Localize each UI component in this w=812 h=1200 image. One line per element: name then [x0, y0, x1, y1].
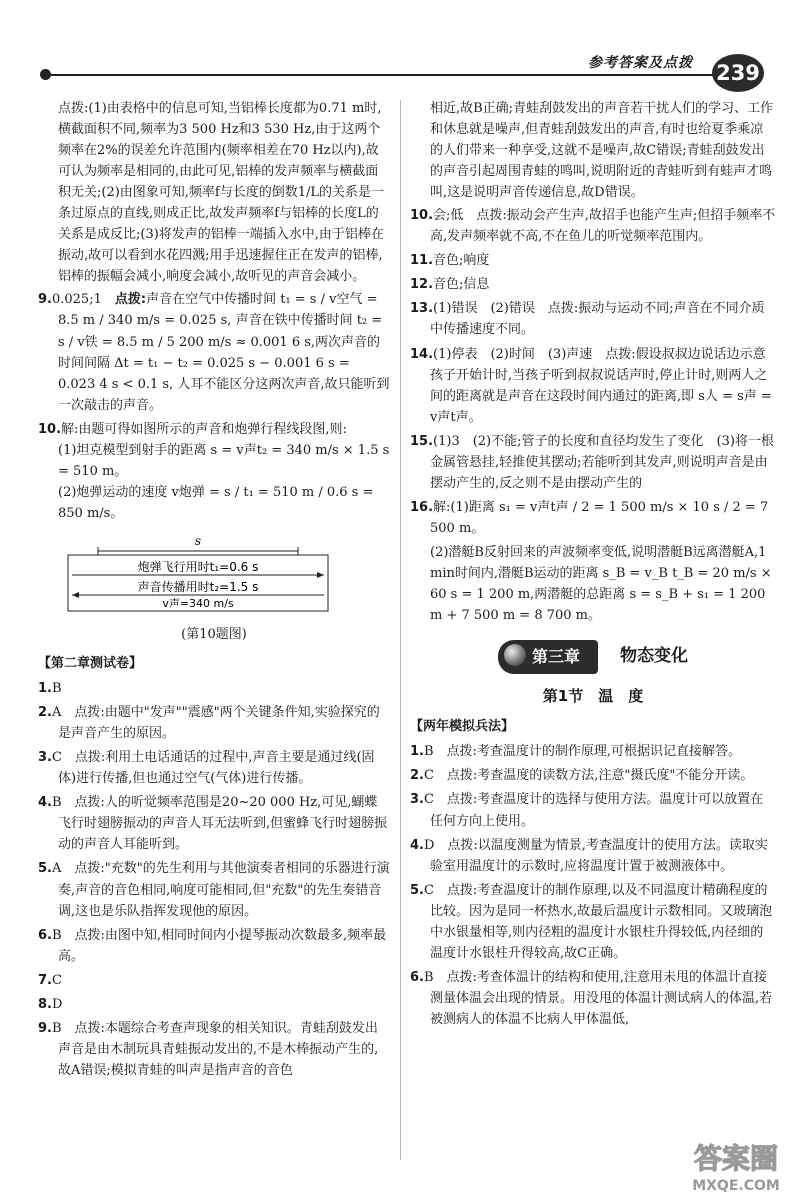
item-text: (1)3 (2)不能;管子的长度和直径均发生了变化 (3)将一根金属管悬挂,轻推使其摆动;若能听到其发声,则说明声音是由摆动产生的,反之则不是由摆动产生的 — [430, 433, 774, 491]
item-number: 2. — [38, 705, 52, 721]
q9-line1: 声音在空气中传播时间 t₁ = s / v空气 = 8.5 m / 340 m/s = 0.025 s, — [58, 292, 378, 329]
diagram-row2: 声音传播用时t₂=1.5 s — [137, 579, 259, 594]
list-item — [38, 994, 390, 1015]
item-text: 会;低 点拨:振动会产生声,故招手也能产生声;但招手频率不高,发声频率就不高,不在鱼儿的听觉频率范围内。 — [430, 208, 776, 245]
diagram-row1: 炮弹飞行用时t₁=0.6 s — [137, 559, 259, 574]
list-item — [410, 789, 776, 831]
q10-head: 解:由题可得如图所示的声音和炮弹行程线段图,则: — [61, 421, 347, 437]
item-number: 3. — [410, 792, 424, 808]
q10-line2: (2)炮弹运动的速度 v炮弹 = s / t₁ = 510 m / 0.6 s = 850 m/s。 — [58, 484, 374, 521]
q9-continuation: 相近,故B正确;青蛙刮鼓发出的声音若干扰人们的学习、工作和休息就是噪声,但青蛙刮鼓发出的声音,有时也给夏季乘凉的人们带来一种享受,这就不是噪声,故C错误;青蛙刮鼓发出的声音引起周围青蛙的鸣叫,说明附近的青蛙听到有蛙声才鸣叫,这是说明声音传递信息,故D错误。 — [430, 101, 774, 201]
item-text: C 点拨:考查温度计的制作原理,以及不同温度计精确程度的比较。因为是同一杯热水,故最后温度计示数相同。又玻璃泡中水银量相等,则内径粗的温度计水银柱升得较低,内径细的温度计水银柱升得较高,故C正确。 — [423, 882, 773, 961]
item-number: 10. — [410, 208, 434, 224]
list-item — [410, 741, 776, 762]
list-item — [410, 250, 776, 271]
item-text: B 点拨:人的听觉频率范围是20~20 000 Hz,可见,蝴蝶飞行时翅膀振动的声音人耳无法听到,但蜜蜂飞行时翅膀振动的声音人耳能听到。 — [51, 795, 388, 853]
item-number: 12. — [410, 277, 434, 293]
q10-line1: (1)坦克模型到射手的距离 s = v声t₂ = 340 m/s × 1.5 s = 510 m。 — [58, 442, 390, 479]
header-title: 参考答案及点拨 — [588, 55, 693, 71]
list-item — [410, 431, 776, 494]
q9-number: 9. — [38, 292, 52, 308]
q16-part2: (2)潜艇B反射回来的声波频率变低,说明潜艇B远离潜艇A,1 min时间内,潜艇B运动的距离 s_B = v_B t_B = 20 m/s × 60 s = 1 200 m,两潜艇的总距离 s = s_B + s₁ = 1 200 m + 7 500 m = 8 700 m。 — [430, 544, 772, 624]
right-column — [410, 98, 776, 1033]
item-number: 1. — [410, 744, 424, 760]
item-text: C 点拨:考查温度的读数方法,注意"摄氏度"不能分开读。 — [423, 768, 754, 784]
page-number: 239 — [712, 54, 764, 92]
item-number: 4. — [410, 837, 424, 853]
item-number: 6. — [410, 969, 424, 985]
item-text: B 点拨:由图中知,相同时间内小提琴振动次数最多,频率最高。 — [51, 927, 387, 964]
column-divider — [400, 100, 401, 1160]
list-item — [38, 702, 390, 744]
diagram-caption: (第10题图) — [181, 626, 247, 642]
q9 — [38, 289, 390, 415]
item-text: C — [51, 972, 62, 988]
list-item — [410, 967, 776, 1030]
list-item — [410, 344, 776, 428]
item-text: B 点拨:考查温度计的制作原理,可根据识记直接解答。 — [423, 744, 742, 760]
item-text: D — [51, 996, 63, 1012]
section-title: 第1节 温 度 — [542, 687, 644, 706]
list-item — [38, 858, 390, 921]
q10 — [38, 419, 390, 524]
item-text: 解:(1)距离 s₁ = v声t声 / 2 = 1 500 m/s × 10 s / 2 = 7 500 m。 — [430, 499, 769, 536]
item-number: 6. — [38, 927, 52, 943]
watermark-text: 答案圈 — [693, 1142, 779, 1175]
watermark-logo — [676, 1132, 796, 1196]
item-text: C 点拨:利用土电话通话的过程中,声音主要是通过线(固体)进行传播,但也通过空气(气体)进行传播。 — [51, 750, 375, 787]
q9-line2: 声音在铁中传播时间 t₂ = s / v铁 = 8.5 m / 5 200 m/s ≈ 0.001 6 s,两次声音的时间间隔 Δt = t₁ − t₂ = 0.025 s − 0.001 6 s = 0.023 4 s < 0.1 s, — [58, 313, 383, 392]
chapter-heading — [410, 640, 776, 674]
list-item — [38, 925, 390, 967]
q8-explanation: 点拨:(1)由表格中的信息可知,当铝棒长度都为0.71 m时,横截面积不同,频率为3 500 Hz和3 530 Hz,由于这两个频率在2%的误差允许范围内(频率相差在70 Hz以内),故可认为频率是相同的,由此可见,铝棒的发声频率与横截面积无关;(2)由图象可知,频率f与长度的倒数1/L的关系是一条过原点的直线,则成正比,故发声频率f与铝棒的长度L的关系是成反比;(3)将发声的铝棒一端插入水中,由于铝棒在振动,故可以看到水花四溅;用手迅速握住正在发声的铝棒,铝棒的振幅会减小,响度会减小,故听见的声音会减小。 — [58, 101, 385, 285]
item-number: 9. — [38, 1020, 52, 1036]
page-header — [0, 0, 812, 90]
chapter-badge — [498, 640, 598, 674]
item-text: (1)停表 (2)时间 (3)声速 点拨:假设叔叔边说话边示意孩子开始计时,当孩子听到叔叔说话声时,停止计时,则两人之间的距离就是声音在这段时间内通过的距离,即 s人 = s声 = v声t声。 — [430, 346, 772, 425]
item-number: 16. — [410, 499, 434, 515]
list-item — [38, 792, 390, 855]
list-item — [38, 970, 390, 991]
item-number: 3. — [38, 750, 52, 766]
item-number: 1. — [38, 681, 52, 697]
list-item — [38, 747, 390, 789]
item-number: 5. — [38, 861, 52, 877]
item-number: 13. — [410, 301, 434, 317]
item-number: 8. — [38, 996, 52, 1012]
section-label-chapter2-test: 【第二章测试卷】 — [38, 656, 143, 672]
chapter-title: 物态变化 — [620, 646, 688, 667]
list-item — [410, 880, 776, 964]
item-text: C 点拨:考查温度计的选择与使用方法。温度计可以放置在任何方向上使用。 — [423, 792, 764, 829]
item-number: 4. — [38, 795, 52, 811]
list-item — [410, 274, 776, 295]
item-number: 5. — [410, 882, 424, 898]
q9-answer: 0.025;1 — [51, 292, 102, 308]
item-number: 14. — [410, 346, 434, 362]
list-item — [38, 678, 390, 699]
list-item — [410, 298, 776, 340]
section-label-mock: 【两年模拟兵法】 — [410, 719, 515, 735]
watermark-url: MXQE.COM — [692, 1178, 780, 1194]
q9-tip-label: 点拨: — [114, 292, 147, 308]
item-text: 音色;响度 — [433, 253, 490, 269]
chapter-badge-label: 第三章 — [531, 647, 580, 667]
item-text: (1)错误 (2)错误 点拨:振动与运动不同;声音在不同介质中传播速度不同。 — [430, 301, 765, 338]
list-item — [410, 497, 776, 539]
globe-icon — [504, 644, 526, 666]
list-item — [410, 205, 776, 247]
item-text: A 点拨:"充数"的先生利用与其他演奏者相同的乐器进行演奏,声音的音色相同,响度可能相同,但"充数"的先生奏错音调,这也是乐队指挥发现他的原因。 — [51, 861, 390, 919]
item-text: D 点拨:以温度测量为情景,考查温度计的使用方法。读取实验室用温度计的示数时,应将温度计置于被测液体中。 — [423, 837, 768, 874]
item-text: A 点拨:由题中"发声""震感"两个关键条件知,实验探究的是声音产生的原因。 — [51, 705, 380, 742]
item-text: B — [51, 681, 62, 697]
item-text: B 点拨:本题综合考查声现象的相关知识。青蛙刮鼓发出声音是由木制玩具青蛙振动发出的,不是木棒振动产生的,故A错误;模拟青蛙的叫声是指声音的音色 — [51, 1020, 379, 1078]
q10-diagram — [38, 533, 358, 615]
diagram-s-label: s — [194, 533, 202, 548]
list-item — [38, 1018, 390, 1081]
q9-line3: 人耳不能区分这两次声音,故只能听到一次敲击的声音。 — [58, 376, 390, 413]
q10-number: 10. — [38, 421, 62, 437]
left-column — [38, 98, 390, 1084]
item-text: 音色;信息 — [433, 277, 490, 293]
item-number: 2. — [410, 768, 424, 784]
diagram-row3: v声=340 m/s — [162, 596, 234, 610]
item-number: 15. — [410, 433, 434, 449]
item-text: B 点拨:考查体温计的结构和使用,注意用未甩的体温计直接测量体温会出现的情景。用没甩的体温计测试病人的体温,若被测病人的体温不比病人甲体温低, — [423, 969, 773, 1027]
list-item — [410, 765, 776, 786]
item-number: 11. — [410, 253, 434, 269]
item-number: 7. — [38, 972, 52, 988]
list-item — [410, 835, 776, 877]
